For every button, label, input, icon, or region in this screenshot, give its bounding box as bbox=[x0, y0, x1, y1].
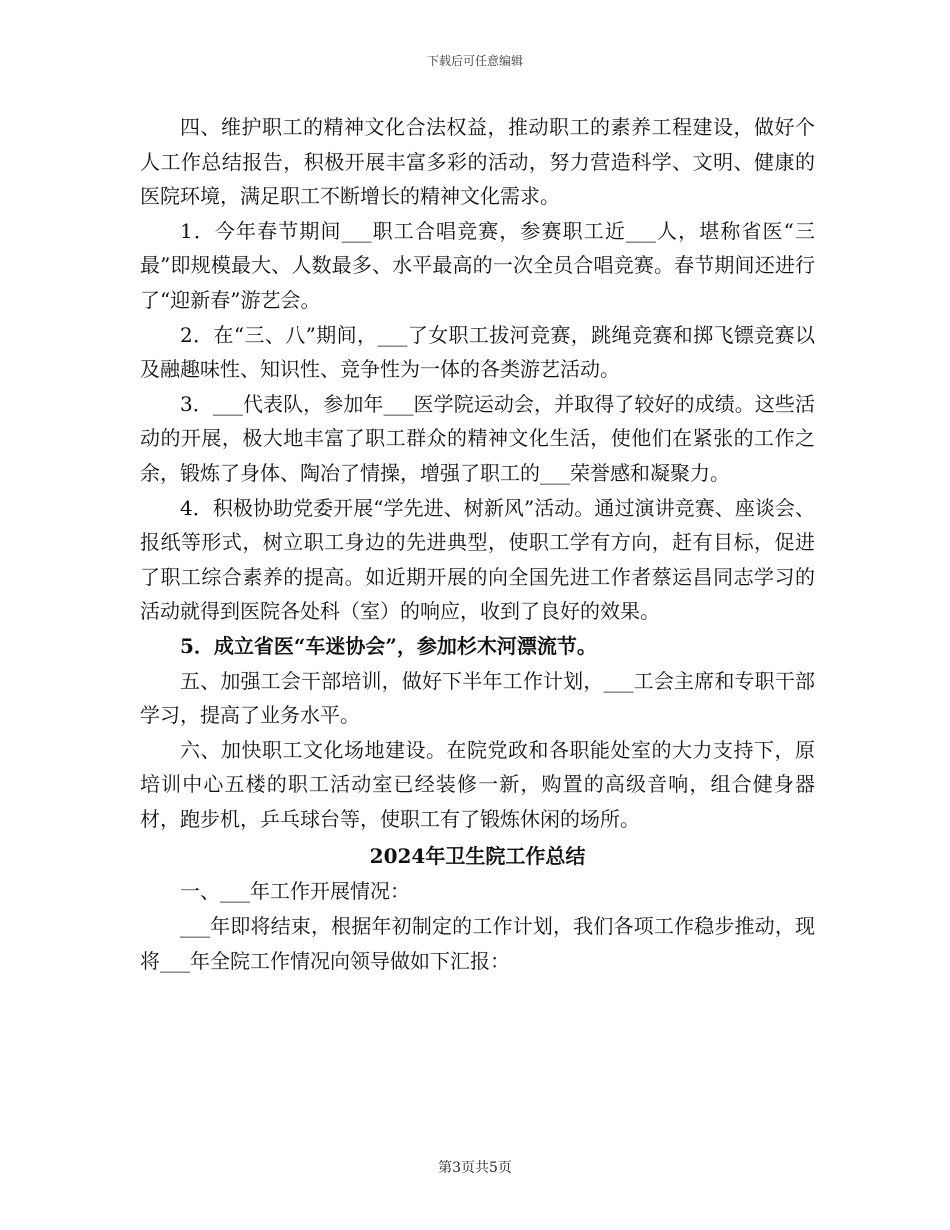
page-header: 下载后可任意编辑 bbox=[426, 54, 523, 68]
paragraph-item-1: 1．今年春节期间___职工合唱竞赛，参赛职工近___人，堪称省医“三最”即规模最大、人数最多、水平最高的一次全员合唱竞赛。春节期间还进行了“迎新春”游艺会。 bbox=[140, 218, 815, 312]
paragraph-item-2: 2．在“三、八”期间，___了女职工拔河竞赛，跳绳竞赛和掷飞镖竞赛以及融趣味性、知识性、竞争性为一体的各类游艺活动。 bbox=[140, 322, 815, 382]
paragraph-section-six: 六、加快职工文化场地建设。在院党政和各职能处室的大力支持下，原培训中心五楼的职工活动室已经装修一新，购置的高级音响，组合健身器材，跑步机，乒乓球台等，使职工有了锻炼休闲的场所。 bbox=[140, 737, 815, 831]
paragraph-work-overview: 一、___年工作开展情况： bbox=[180, 879, 410, 904]
document-body bbox=[140, 110, 815, 978]
paragraph-item-3: 3．___代表队，参加年___医学院运动会，并取得了较好的成绩。这些活动的开展，极大地丰富了职工群众的精神文化生活，使他们在紧张的工作之余，锻炼了身体、陶冶了情操，增强了职工的___荣誉感和凝聚力。 bbox=[140, 391, 815, 485]
paragraph-item-4: 4．积极协助党委开展“学先进、树新风”活动。通过演讲竞赛、座谈会、报纸等形式，树立职工身边的先进典型，使职工学有方向，赶有目标，促进了职工综合素养的提高。如近期开展的向全国先进工作者蔡运昌同志学习的活动就得到医院各处科（室）的响应，收到了良好的效果。 bbox=[140, 495, 815, 624]
paragraph-item-5: 5．成立省医“车迷协会”，参加杉木河漂流节。 bbox=[180, 633, 597, 658]
paragraph-section-four: 四、维护职工的精神文化合法权益，推动职工的素养工程建设，做好个人工作总结报告，积极开展丰富多彩的活动，努力营造科学、文明、健康的医院环境，满足职工不断增长的精神文化需求。 bbox=[140, 115, 815, 209]
paragraph-section-five: 五、加强工会干部培训，做好下半年工作计划，___工会主席和专职干部学习，提高了业务水平。 bbox=[140, 668, 815, 728]
page-number: 第3页共5页 bbox=[438, 1160, 512, 1176]
paragraph-work-report: ___年即将结束，根据年初制定的工作计划，我们各项工作稳步推动，现将___年全院工作情况向领导做如下汇报： bbox=[140, 914, 815, 973]
section-title: 2024年卫生院工作总结 bbox=[369, 844, 586, 869]
